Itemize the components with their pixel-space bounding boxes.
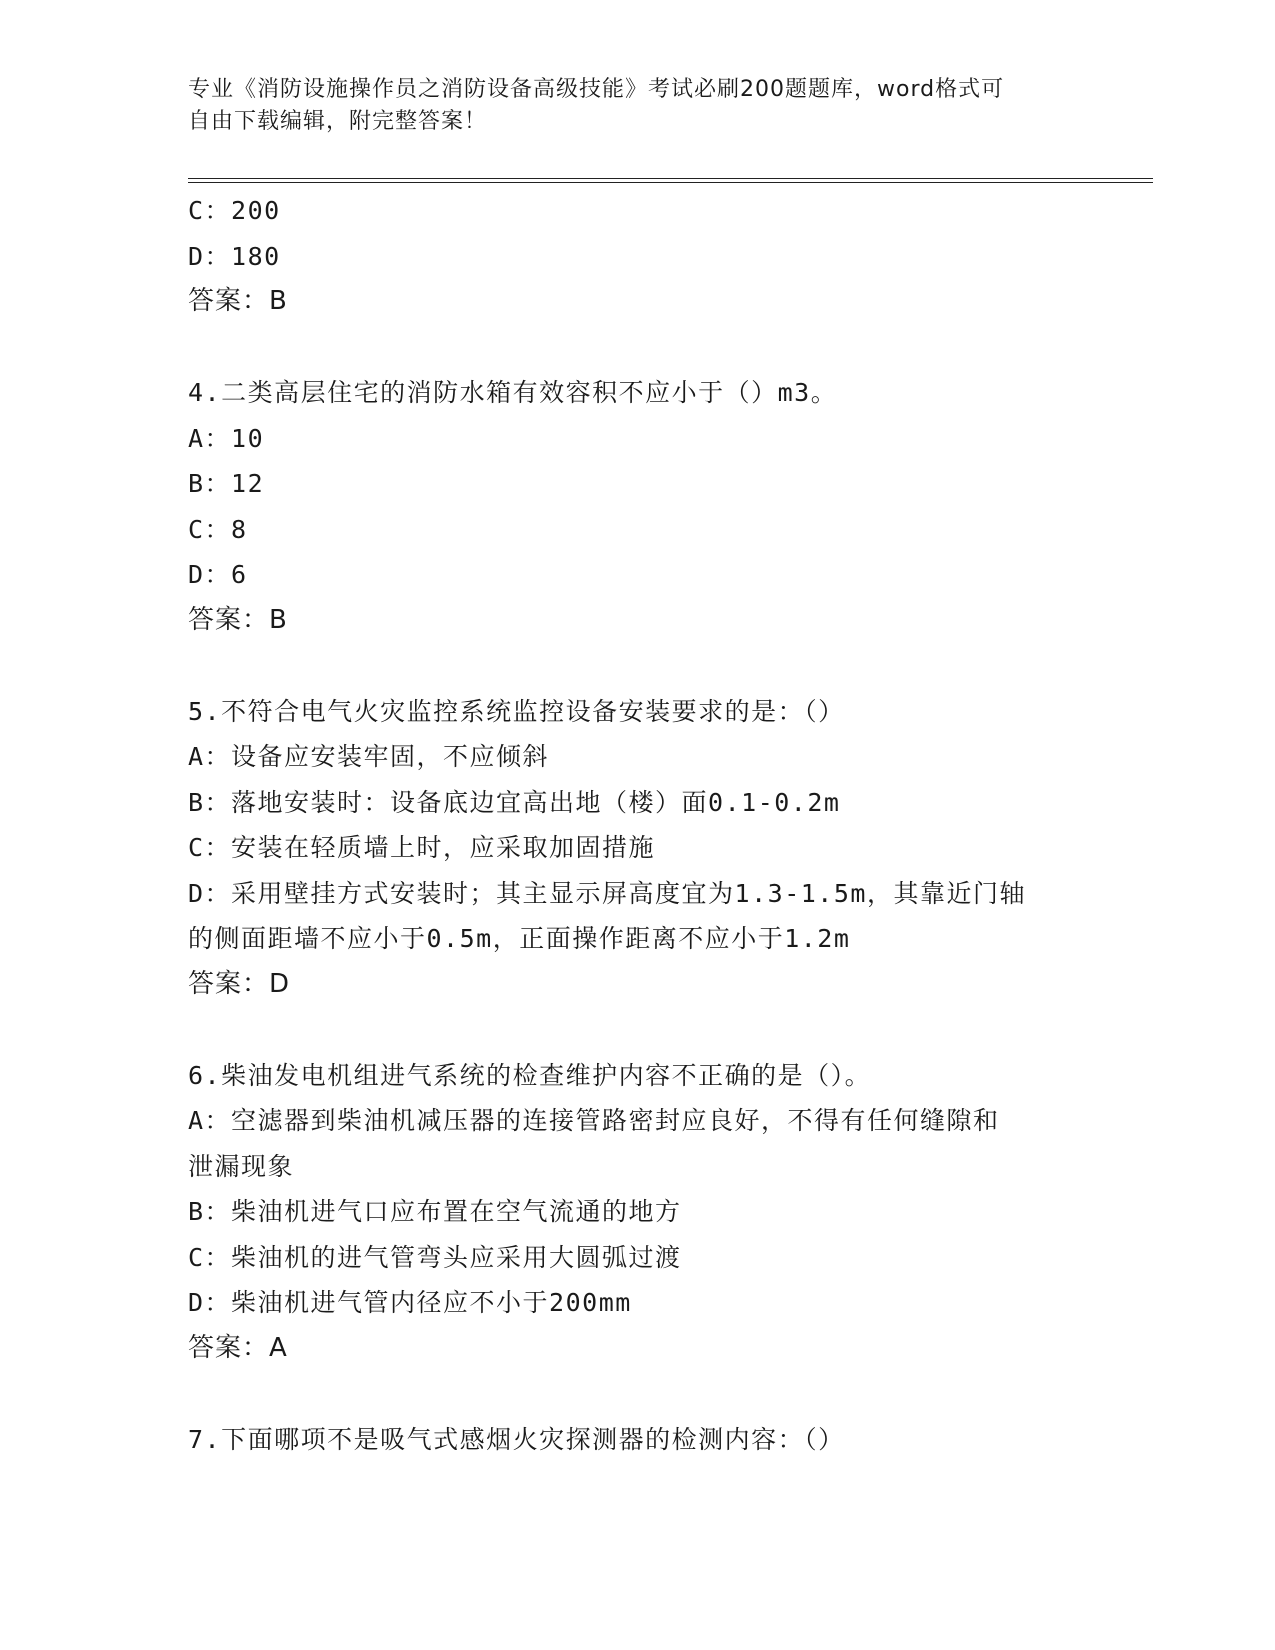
option-b: B：柴油机进气口应布置在空气流通的地方 xyxy=(188,1197,682,1226)
option-c: C：柴油机的进气管弯头应采用大圆弧过渡 xyxy=(188,1242,682,1272)
question-stem: 6.柴油发电机组进气系统的检查维护内容不正确的是（）。 xyxy=(188,1060,872,1090)
option-c: C：安装在轻质墙上时，应采取加固措施 xyxy=(188,833,656,862)
spacer xyxy=(188,1007,1088,1053)
option-a-line-1: A：空滤器到柴油机减压器的连接管路密封应良好，不得有任何缝隙和 xyxy=(188,1106,1000,1135)
header-divider-top xyxy=(188,178,1153,179)
question-4 xyxy=(188,370,1088,643)
answer-line: 答案：B xyxy=(188,286,288,316)
question-stem: 4.二类高层住宅的消防水箱有效容积不应小于（）m3。 xyxy=(188,378,838,407)
header-divider-bottom xyxy=(188,182,1153,183)
option-b: B：12 xyxy=(188,469,265,498)
answer-line: 答案：B xyxy=(188,604,288,635)
spacer xyxy=(188,1371,1088,1417)
option-a: A：设备应安装牢固，不应倾斜 xyxy=(188,742,550,771)
answer-line: 答案：D xyxy=(188,968,291,999)
document-header xyxy=(188,74,1068,138)
spacer xyxy=(188,643,1088,689)
answer-line: 答案：A xyxy=(188,1332,288,1363)
option-d-line-2: 的侧面距墙不应小于0.5m，正面操作距离不应小于1.2m xyxy=(188,924,851,953)
option-d: D：180 xyxy=(188,241,281,271)
option-b: B：落地安装时：设备底边宜高出地（楼）面0.1-0.2m xyxy=(188,787,841,817)
header-title-line-1: 专业《消防设施操作员之消防设备高级技能》考试必刷200题题库，word格式可 xyxy=(188,77,1005,102)
spacer xyxy=(188,325,1088,371)
question-5 xyxy=(188,689,1088,1008)
question-6 xyxy=(188,1053,1088,1372)
option-d: D：柴油机进气管内径应不小于200mm xyxy=(188,1288,632,1317)
question-stem: 7.下面哪项不是吸气式感烟火灾探测器的检测内容：（） xyxy=(188,1424,845,1454)
option-a: A：10 xyxy=(188,423,265,453)
option-d-line-1: D：采用壁挂方式安装时；其主显示屏高度宜为1.3-1.5m，其靠近门轴 xyxy=(188,878,1026,908)
question-7 xyxy=(188,1417,1088,1463)
option-c: C：200 xyxy=(188,196,281,225)
option-a-line-2: 泄漏现象 xyxy=(188,1151,295,1181)
option-d: D：6 xyxy=(188,560,248,589)
question-3-tail xyxy=(188,188,1088,325)
question-stem: 5.不符合电气火灾监控系统监控设备安装要求的是：（） xyxy=(188,696,845,726)
option-c: C：8 xyxy=(188,514,248,544)
question-list xyxy=(188,188,1088,1462)
header-title-line-2: 自由下载编辑，附完整答案！ xyxy=(188,109,488,134)
